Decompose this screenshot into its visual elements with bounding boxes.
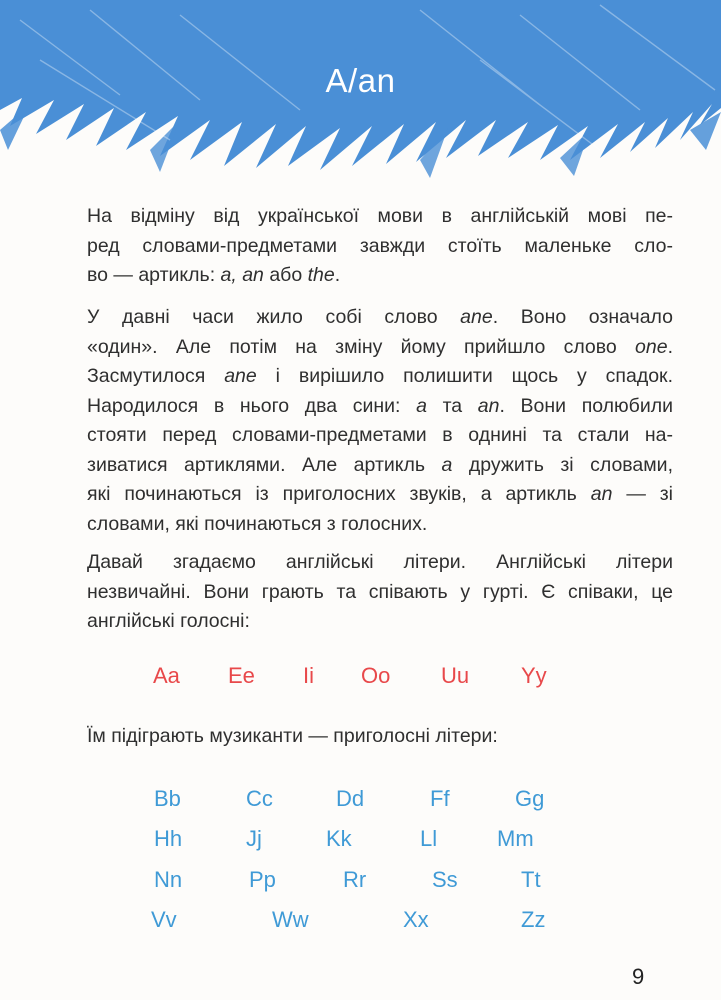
consonant-letter: Hh bbox=[154, 826, 183, 851]
consonant-letter: Ff bbox=[430, 786, 450, 811]
paragraph-ane-story bbox=[87, 303, 673, 539]
vowel-letter: Ee bbox=[228, 663, 255, 688]
p3-line-3: англійські голосні: bbox=[87, 610, 250, 632]
vowel-letter: Ii bbox=[303, 663, 314, 688]
p2-line-7: які починаються із приголосних звуків, а артикль an — зі bbox=[87, 483, 673, 505]
consonant-letter: Cc bbox=[246, 786, 273, 811]
p1-line-1: На відміну від української мови в англійській мові пе- bbox=[87, 205, 673, 227]
p1-line-2: ред словами-предметами завжди стоїть маленьке сло- bbox=[87, 234, 673, 257]
consonant-letter: Rr bbox=[343, 867, 367, 892]
vowel-letter: Aa bbox=[153, 663, 180, 688]
consonants-intro: Їм підіграють музиканти — приголосні літери: bbox=[87, 725, 498, 747]
consonant-letter: Kk bbox=[326, 826, 352, 851]
consonant-letter: Nn bbox=[154, 867, 183, 892]
p2-line-6: зиватися артиклями. Але артикль a дружить зі словами, bbox=[87, 453, 673, 476]
paragraph-articles-intro bbox=[87, 202, 673, 291]
consonant-letter: Zz bbox=[521, 907, 546, 932]
page-title: A/an bbox=[325, 62, 396, 99]
consonant-letter: Xx bbox=[403, 907, 429, 932]
consonant-letter: Bb bbox=[154, 786, 181, 811]
p2-line-5: стояти перед словами-предметами в однині та стали на- bbox=[87, 424, 673, 446]
consonant-letter: Ww bbox=[272, 907, 309, 932]
consonant-letter: Ll bbox=[420, 826, 438, 851]
vowels-row bbox=[0, 663, 721, 693]
p2-line-1: У давні часи жило собі слово ane. Воно означало bbox=[87, 306, 673, 328]
p2-line-4: Народилося в нього два сини: a та an. Вони полюбили bbox=[87, 394, 674, 417]
p3-line-2: незвичайні. Вони грають та співають у гурті. Є співаки, це bbox=[87, 580, 673, 603]
p1-line-3: во — артикль: a, an або the. bbox=[87, 264, 341, 286]
p2-line-3: Засмутилося ane і вирішило полишити щось у спадок. bbox=[87, 365, 673, 387]
consonant-letter: Dd bbox=[336, 786, 365, 811]
page-number: 9 bbox=[632, 964, 645, 989]
consonant-letter: Vv bbox=[151, 907, 177, 932]
consonant-letter: Jj bbox=[246, 826, 262, 851]
vowel-letter: Oo bbox=[361, 663, 391, 688]
vowel-letter: Uu bbox=[441, 663, 470, 688]
consonant-letter: Tt bbox=[521, 867, 541, 892]
p3-line-1: Давай згадаємо англійські літери. Англійські літери bbox=[87, 551, 673, 573]
paragraph-letters-intro bbox=[87, 548, 673, 637]
p2-line-2: «один». Але потім на зміну йому прийшло слово one. bbox=[87, 335, 673, 358]
consonant-letter: Gg bbox=[515, 786, 545, 811]
consonant-letter: Pp bbox=[249, 867, 276, 892]
consonant-letter: Ss bbox=[432, 867, 458, 892]
consonant-letter: Mm bbox=[497, 826, 534, 851]
p2-line-8: словами, які починаються з голосних. bbox=[87, 512, 428, 535]
vowel-letter: Yy bbox=[521, 663, 547, 688]
